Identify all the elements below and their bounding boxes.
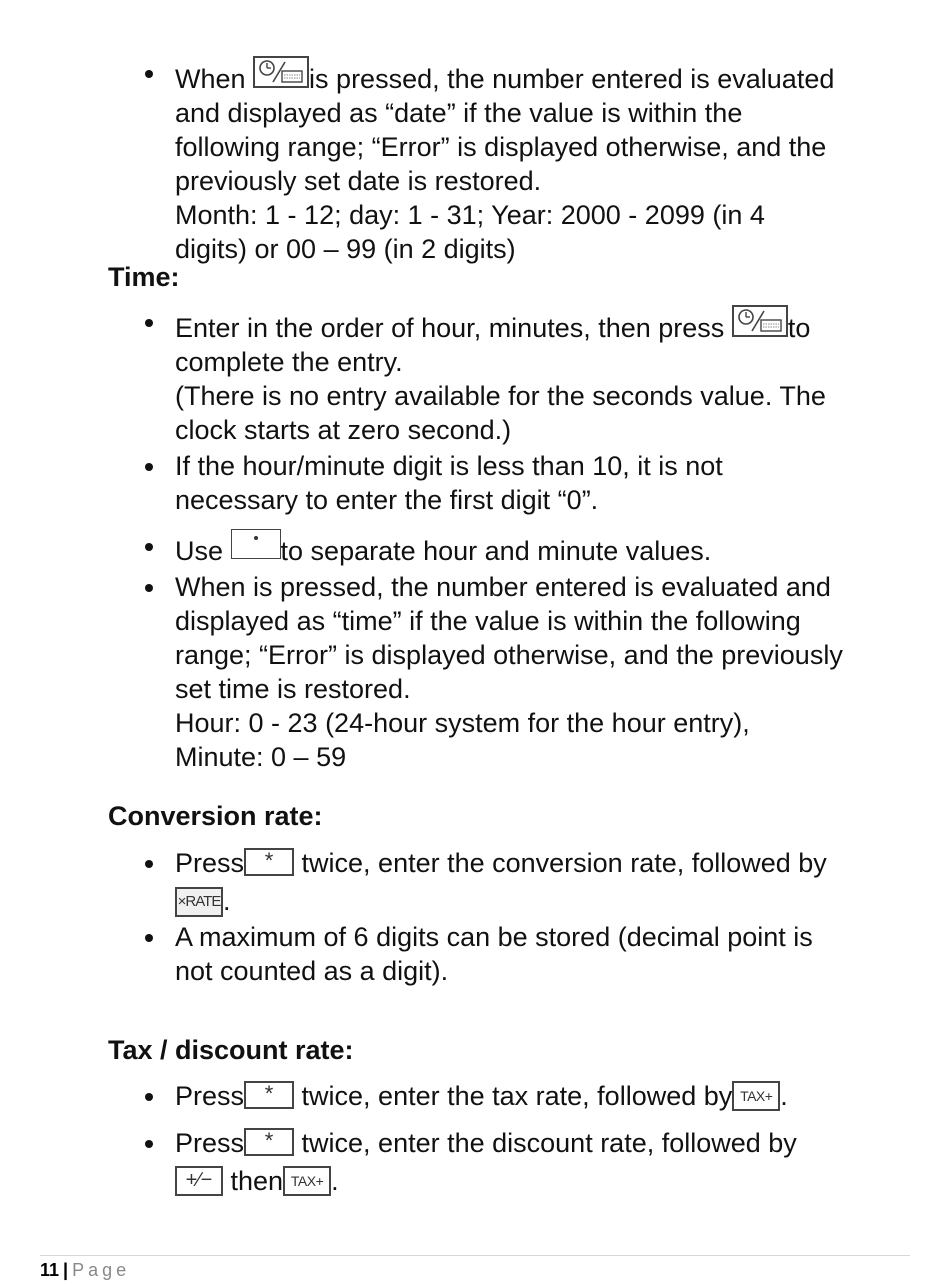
time-bullets [0, 305, 950, 774]
conversion-bullet-max-digits: A maximum of 6 digits can be stored (decimal point is not counted as a digit). [0, 920, 950, 988]
time-bullet-evaluate: When is pressed, the number entered is evaluated and displayed as “time” if the value is within the following range; “Error” is displayed otherwise, and the previously set time is restored. Hour: 0 - 23 (24-hour system for the hour entry), Minute: 0 – 59 [0, 570, 950, 774]
decimal-point-key-icon [231, 529, 281, 559]
plus-minus-key-icon: +∕− [175, 1166, 223, 1196]
conversion-bullets [0, 846, 950, 988]
time-bullet-enter: Enter in the order of hour, minutes, then press to complete the entry. (There is no entry available for the seconds value. The clock starts at zero second.) [0, 305, 950, 447]
date-bullet-evaluate: When is pressed, the number entered is evaluated and displayed as “date” if the value is within the following range; “Error” is displayed otherwise, and the previously set date is restored. Month: 1 - 12; day: 1 - 31; Year: 2000 - 2099 (in 4 digits) or 00 – 99 (in 2 digits) [0, 56, 950, 266]
page-label: Page [72, 1260, 131, 1280]
rate-key-icon: ×RATE [175, 887, 223, 917]
time-heading: Time: [108, 262, 180, 292]
tax-plus-key-icon: TAX+ [283, 1166, 331, 1196]
time-bullet-leading-zero: If the hour/minute digit is less than 10, it is not necessary to enter the first digit “0”. [0, 449, 950, 517]
tax-bullet-press: Press * twice, enter the tax rate, followed by TAX+ . [0, 1079, 950, 1113]
conversion-rate-heading: Conversion rate: [108, 801, 323, 831]
time-bullet-separator: Use to separate hour and minute values. [0, 529, 950, 568]
page-footer [40, 1255, 910, 1281]
page-number: 11 [40, 1260, 60, 1280]
conversion-bullet-press: Press * twice, enter the conversion rate, followed by ×RATE. [0, 846, 950, 918]
asterisk-key-icon: * [244, 1128, 294, 1156]
clock-calendar-key-icon [253, 56, 309, 88]
date-bullets [0, 56, 950, 266]
discount-bullet-press: Press * twice, enter the discount rate, followed by +∕− then TAX+ . [0, 1126, 950, 1198]
tax-plus-key-icon: TAX+ [732, 1081, 780, 1111]
tax-discount-heading: Tax / discount rate: [108, 1035, 354, 1065]
tax-bullets [0, 1079, 950, 1198]
clock-calendar-key-icon [732, 305, 788, 337]
asterisk-key-icon: * [244, 848, 294, 876]
footer-separator: | [63, 1260, 69, 1280]
asterisk-key-icon: * [244, 1081, 294, 1109]
